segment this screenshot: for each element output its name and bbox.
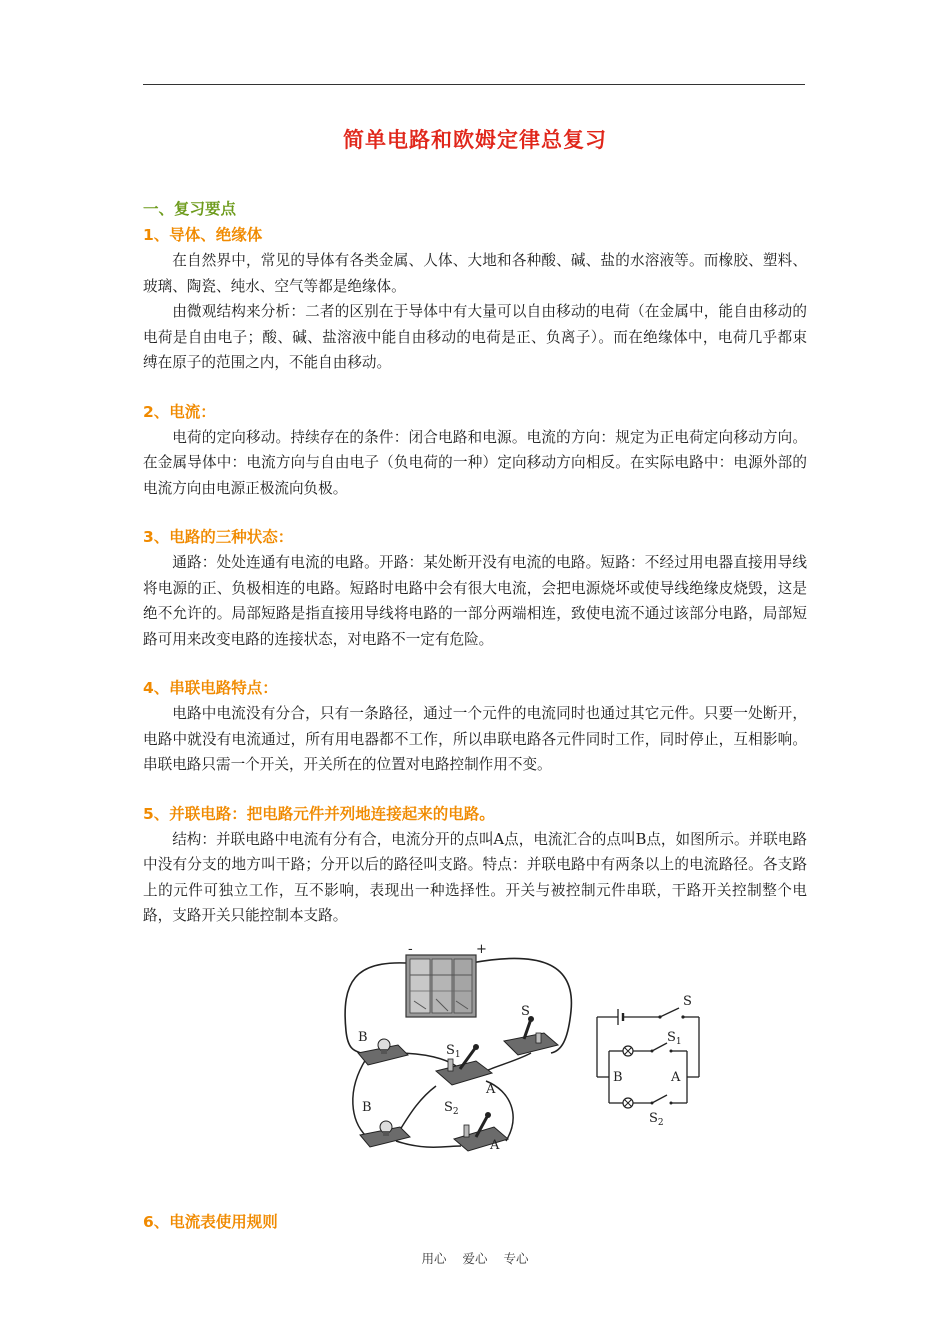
schematic-a-label: A xyxy=(671,1069,681,1085)
battery-pack-icon xyxy=(406,955,476,1017)
page-footer: 用心 爱心 专心 xyxy=(421,1251,529,1266)
topic-4-paragraph-1: 电路中电流没有分合，只有一条路径，通过一个元件的电流同时也通过其它元件。只要一处断开，电路中就没有电流通过，所有用电器都不工作，所以串联电路各元件同时工作，同时停止，互相影响。串联电路只需一个开关，开关所在的位置对电路控制作用不变。 xyxy=(143,705,807,773)
switch-s1-label: $S_1$ xyxy=(446,1042,461,1060)
photo-a-bottom-label: A xyxy=(490,1137,500,1153)
section-heading: 一、复习要点 xyxy=(143,200,237,218)
topic-3-paragraph-1: 通路：处处连通有电流的电路。开路：某处断开没有电流的电路。短路：不经过用电器直接用导线将电源的正、负极相连的电路。短路时电路中会有很大电流，会把电源烧坏或使导线绝缘皮烧毁，这是绝不允许的。局部短路是指直接用导线将电路的一部分两端相连，致使电流不通过该部分电路，局部短路可用来改变电路的连接状态，对电路不一定有危险。 xyxy=(143,554,807,648)
document-body xyxy=(143,196,807,1235)
circuit-schematic xyxy=(587,989,709,1131)
schematic-s2-label: $S_2$ xyxy=(649,1110,664,1128)
topic-2-paragraph-1: 电荷的定向移动。持续存在的条件：闭合电路和电源。电流的方向：规定为正电荷定向移动方向。在金属导体中：电流方向与自由电子（负电荷的一种）定向移动方向相反。在实际电路中：电源外部的电流方向由电源正极流向负极。 xyxy=(143,428,807,497)
switch-s2-icon xyxy=(454,1112,508,1151)
page-title: 简单电路和欧姆定律总复习 xyxy=(343,128,607,152)
topic-heading-1: 1、导体、绝缘体 xyxy=(143,226,263,244)
schematic-b-label: B xyxy=(613,1069,623,1085)
photo-b-top-label: B xyxy=(358,1029,368,1045)
schematic-switch-s1 xyxy=(652,1043,667,1051)
switch-s1-icon xyxy=(436,1044,492,1085)
header-rule xyxy=(143,84,805,85)
topic-5-paragraph-1: 结构：并联电路中电流有分有合，电流分开的点叫A点，电流汇合的点叫B点，如图所示。并联电路中没有分支的地方叫干路；分开以后的路径叫支路。特点：并联电路中有两条以上的电流路径。各支路上的元件可独立工作，互不影响，表现出一种选择性。开关与被控制元件串联，干路开关控制整个电路，支路开关只能控制本支路。 xyxy=(143,830,807,924)
switch-s2-label: $S_2$ xyxy=(444,1099,459,1117)
schematic-s1-label: $S_1$ xyxy=(667,1029,682,1047)
topic-heading-6: 6、电流表使用规则 xyxy=(143,1212,278,1231)
switch-s-label: S xyxy=(521,1003,530,1019)
schematic-switch-s2 xyxy=(652,1095,667,1103)
photo-a-top-label: A xyxy=(486,1081,496,1097)
main-switch-icon xyxy=(504,1016,558,1055)
topic-1-paragraph-2: 由微观结构来分析：二者的区别在于导体中有大量可以自由移动的电荷（在金属中，能自由移动的电荷是自由电子；酸、碱、盐溶液中能自由移动的电荷是正、负离子）。而在绝缘体中，电荷几乎都束缚在原子的范围之内，不能自由移动。 xyxy=(143,303,807,371)
parallel-circuit-figure xyxy=(143,935,807,1185)
photo-b-bottom-label: B xyxy=(362,1099,372,1115)
topic-1-paragraph-1: 在自然界中，常见的导体有各类金属、人体、大地和各种酸、碱、盐的水溶液等。而橡胶、塑料、玻璃、陶瓷、纯水、空气等都是绝缘体。 xyxy=(143,252,807,295)
circuit-photo-illustration xyxy=(336,941,576,1169)
minus-label: - xyxy=(408,941,413,957)
plus-label: + xyxy=(476,941,487,957)
topic-heading-5: 5、并联电路：把电路元件并列地连接起来的电路。 xyxy=(143,804,495,823)
schematic-s-label: S xyxy=(683,993,692,1009)
topic-heading-2: 2、电流： xyxy=(143,402,216,421)
schematic-switch-s xyxy=(660,1008,679,1017)
topic-heading-3: 3、电路的三种状态： xyxy=(143,528,294,546)
topic-heading-4: 4、串联电路特点： xyxy=(143,679,278,697)
